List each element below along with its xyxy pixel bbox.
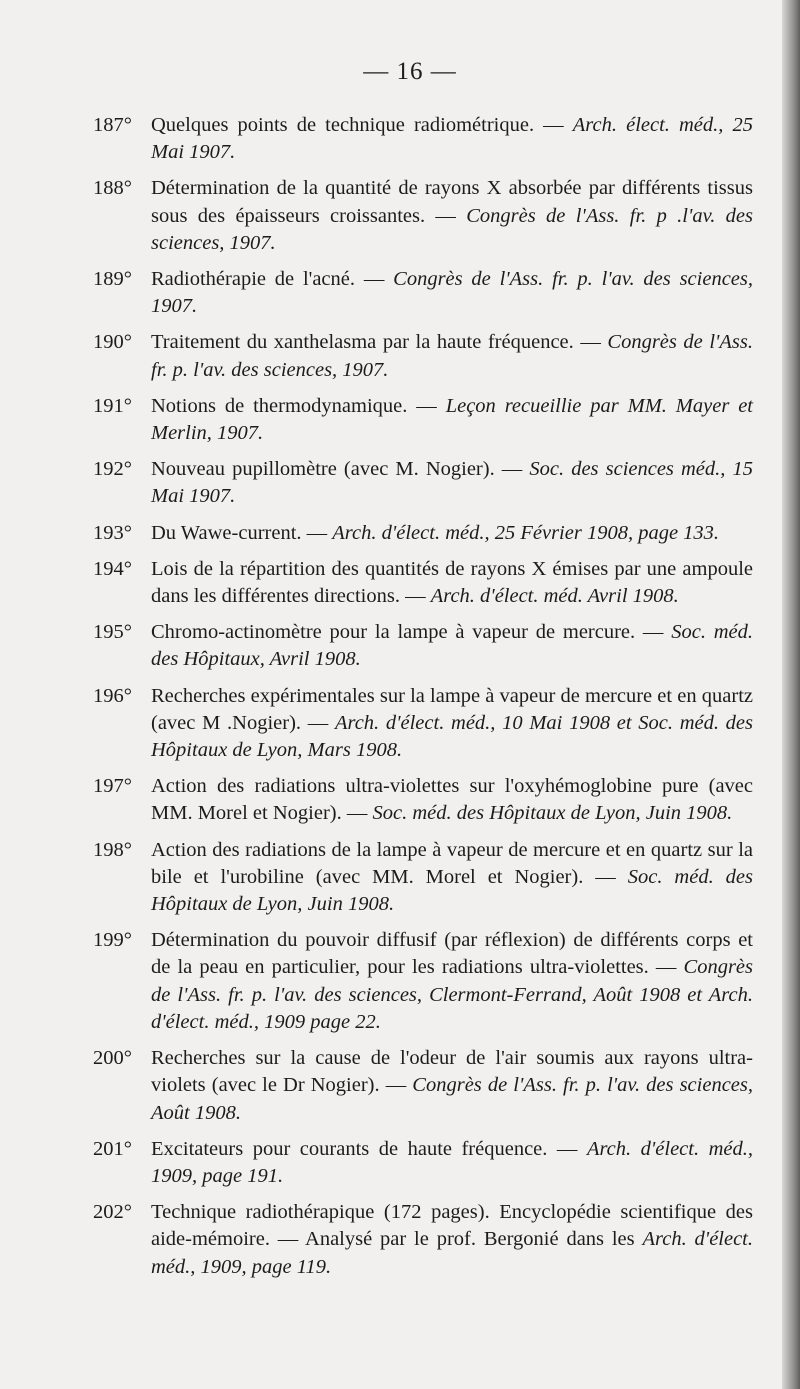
bibliography-entry <box>93 619 753 673</box>
entry-title: Action des radiations de la lampe à vapeur de mercure et en quartz sur la bile et l'urobiline (avec MM. Morel et Nogier). — <box>151 838 753 888</box>
entry-number: 192° <box>93 458 132 481</box>
entry-title: Recherches sur la cause de l'odeur de l'air soumis aux rayons ultra-violets (avec le Dr Nogier). — <box>151 1047 753 1097</box>
entry-source: Arch. d'élect. méd., 25 Février 1908, page 133. <box>332 521 720 544</box>
bibliography-entry <box>93 112 753 166</box>
entry-title: Du Wawe-current. — <box>151 521 328 544</box>
entry-source: Soc. méd. des Hôpitaux de Lyon, Juin 1908. <box>151 865 753 916</box>
bibliography-list <box>93 112 754 1290</box>
entry-number: 200° <box>93 1047 132 1070</box>
bibliography-entry <box>93 837 753 919</box>
bibliography-entry <box>93 456 753 510</box>
entry-source: Soc. méd. des Hôpitaux, Avril 1908. <box>151 621 753 671</box>
entry-title: Technique radiothérapique (172 pages). Encyclopédie scientifique des aide-mémoire. — Analysé par le prof. Bergonié dans les <box>151 1201 753 1251</box>
bibliography-entry <box>93 520 753 547</box>
entry-number: 191° <box>93 394 132 417</box>
entry-title: Action des radiations ultra-violettes sur l'oxyhémoglobine pure (avec MM. Morel et Nogier). — <box>151 775 753 825</box>
bibliography-entry <box>93 556 753 610</box>
entry-title: Traitement du xanthelasma par la haute fréquence. — <box>151 331 601 354</box>
bibliography-entry <box>93 329 754 383</box>
entry-title: Lois de la répartition des quantités de rayons X émises par une ampoule dans les différentes directions. — <box>151 557 753 608</box>
entry-source: Arch. d'élect. méd., 1909, page 119. <box>151 1228 754 1278</box>
entry-source: Arch. élect. méd., 25 Mai 1907. <box>151 114 753 164</box>
entry-source: Congrès de l'Ass. fr. p. l'av. des sciences, Clermont-Ferrand, Août 1908 et Arch. d'élect. méd., 1909 page 22. <box>151 956 754 1033</box>
entry-number: 187° <box>93 114 132 136</box>
entry-source: Arch. d'élect. méd., 1909, page 191. <box>151 1137 754 1187</box>
bibliography-entry <box>93 927 754 1036</box>
entry-number: 188° <box>93 177 132 200</box>
entry-source: Arch. d'élect. méd. Avril 1908. <box>430 585 679 608</box>
entry-title: Radiothérapie de l'acné. — <box>151 268 385 291</box>
entry-number: 195° <box>93 621 132 644</box>
entry-title: Nouveau pupillomètre (avec M. Nogier). — <box>151 458 523 481</box>
entry-number: 198° <box>93 838 132 861</box>
entry-number: 197° <box>93 775 132 798</box>
entry-number: 201° <box>93 1137 132 1160</box>
entry-number: 190° <box>93 331 132 354</box>
entry-title: Recherches expérimentales sur la lampe à vapeur de mercure et en quartz (avec M .Nogier). — <box>151 684 753 734</box>
page-number: — 16 — <box>363 58 457 85</box>
bibliography-entry <box>93 1199 754 1281</box>
entry-title: Détermination de la quantité de rayons X absorbée par différents tissus sous des épaisseurs croissantes. — <box>151 177 753 227</box>
entry-number: 194° <box>93 557 132 580</box>
bibliography-entry <box>93 175 753 257</box>
entry-source: Soc. des sciences méd., 15 Mai 1907. <box>151 458 753 508</box>
entry-source: Soc. méd. des Hôpitaux de Lyon, Juin 1908. <box>372 802 733 825</box>
entry-source: Leçon recueillie par MM. Mayer et Merlin, 1907. <box>151 394 754 445</box>
entry-source: Congrès de l'Ass. fr. p .l'av. des sciences, 1907. <box>151 204 753 254</box>
bibliography-entry <box>93 393 754 447</box>
entry-source: Congrès de l'Ass. fr. p. l'av. des sciences, 1907. <box>151 268 753 318</box>
entry-number: 196° <box>93 684 132 707</box>
entry-title: Quelques points de technique radiométrique. — <box>151 114 564 136</box>
entry-source: Congrès de l'Ass. fr. p. l'av. des sciences, Août 1908. <box>151 1074 754 1124</box>
entry-source: Arch. d'élect. méd., 10 Mai 1908 et Soc. méd. des Hôpitaux de Lyon, Mars 1908. <box>151 711 754 762</box>
bibliography-entry <box>93 1045 754 1127</box>
entry-title: Excitateurs pour courants de haute fréquence. — <box>151 1137 578 1160</box>
book-spine-shadow <box>782 0 800 1389</box>
bibliography-entry <box>93 266 753 320</box>
entry-title: Notions de thermodynamique. — <box>151 394 437 417</box>
entry-number: 189° <box>93 268 132 291</box>
bibliography-entry <box>93 1136 754 1190</box>
bibliography-entry <box>93 773 753 827</box>
entry-number: 199° <box>93 929 132 952</box>
entry-number: 202° <box>93 1201 132 1224</box>
entry-title: Chromo-actinomètre pour la lampe à vapeur de mercure. — <box>151 621 664 644</box>
entry-number: 193° <box>93 521 132 544</box>
entry-source: Congrès de l'Ass. fr. p. l'av. des sciences, 1907. <box>151 331 754 381</box>
bibliography-entry <box>93 683 754 765</box>
entry-title: Détermination du pouvoir diffusif (par réflexion) de différents corps et de la peau en particulier, pour les radiations ultra-violettes. — <box>151 929 753 979</box>
